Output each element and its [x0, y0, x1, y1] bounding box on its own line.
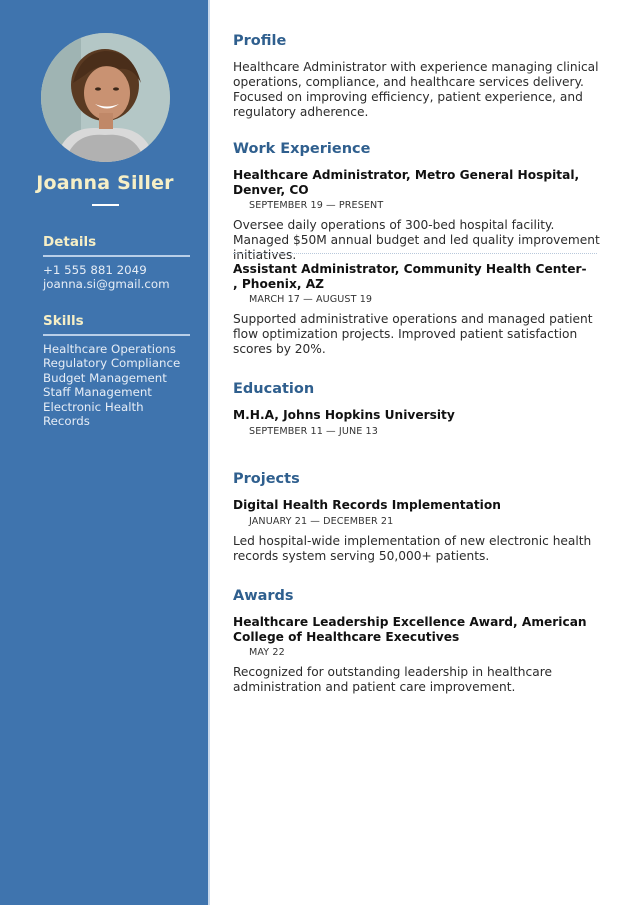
- skill-item: Healthcare Operations: [43, 342, 176, 356]
- profile-heading: Profile: [233, 33, 287, 49]
- award-title: Healthcare Leadership Excellence Award, American College of Healthcare Executives: [233, 615, 587, 644]
- job-description: Oversee daily operations of 300-bed hospital facility. Managed $50M annual budget and led quality improvement initiatives.: [233, 218, 600, 262]
- skill-item: Staff Management: [43, 385, 152, 400]
- profile-photo-icon: [41, 33, 170, 162]
- skills-list: [43, 342, 203, 428]
- award-description: Recognized for outstanding leadership in healthcare administration and patient care improvement.: [233, 665, 552, 694]
- skill-item: Budget Management: [43, 370, 167, 385]
- job-title: [233, 262, 603, 292]
- job-dates: MARCH 17 — AUGUST 19: [249, 294, 373, 305]
- skill-item: Electronic Health: [43, 399, 144, 414]
- skill-item: Regulatory Compliance: [43, 356, 181, 371]
- education-heading: Education: [233, 381, 315, 397]
- job-description: Supported administrative operations and managed patient flow optimization projects. Improved patient satisfaction scores by 20%.: [233, 312, 593, 356]
- skills-heading: Skills: [43, 313, 190, 336]
- entry-divider: [233, 253, 597, 254]
- education-dates: SEPTEMBER 11 — JUNE 13: [249, 426, 378, 437]
- job-title-line: Assistant Administrator, Community Health Center-: [233, 262, 587, 276]
- job-title: Healthcare Administrator, Metro General Hospital, Denver, CO: [233, 168, 580, 197]
- project-title: Digital Health Records Implementation: [233, 498, 501, 512]
- details-heading: Details: [43, 234, 190, 257]
- candidate-name: Joanna Siller: [36, 172, 174, 194]
- skill-item: Records: [43, 414, 90, 429]
- avatar: [41, 33, 170, 162]
- work-experience-heading: Work Experience: [233, 141, 371, 157]
- job-dates: SEPTEMBER 19 — PRESENT: [249, 200, 384, 211]
- job-title-line: , Phoenix, AZ: [233, 277, 324, 291]
- profile-summary: Healthcare Administrator with experience managing clinical operations, compliance, and healthcare services delivery. Focused on improving efficiency, patient experience, and regulatory adherence.: [233, 60, 599, 119]
- details-list: [43, 263, 203, 292]
- awards-heading: Awards: [233, 588, 294, 604]
- projects-heading: Projects: [233, 471, 300, 487]
- project-dates: JANUARY 21 — DECEMBER 21: [249, 516, 394, 527]
- email-address: joanna.si@gmail.com: [43, 277, 170, 292]
- sidebar: [0, 0, 210, 905]
- project-description: Led hospital-wide implementation of new electronic health records system serving 50,000+ patients.: [233, 534, 592, 563]
- name-divider: [92, 204, 119, 206]
- degree-title: M.H.A, Johns Hopkins University: [233, 408, 455, 422]
- phone-number: +1 555 881 2049: [43, 263, 147, 277]
- award-date: MAY 22: [249, 647, 285, 658]
